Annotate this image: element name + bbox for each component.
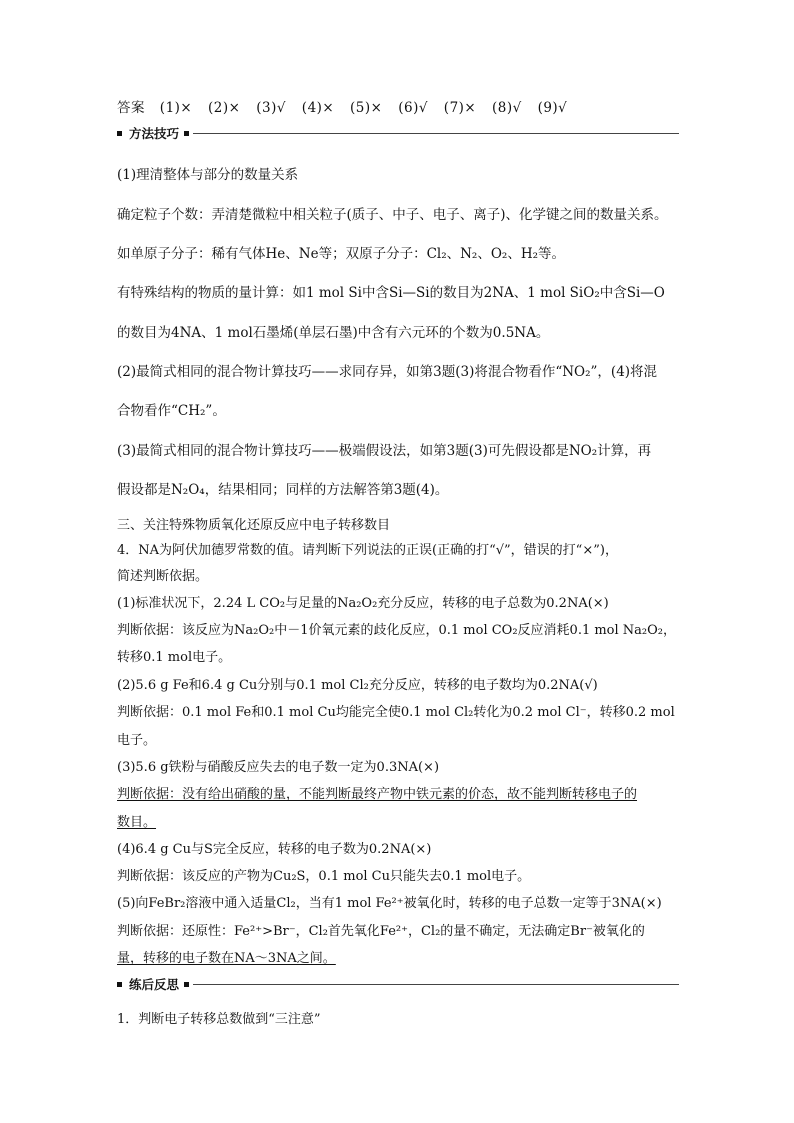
tip-paragraph: 假设都是N₂O₄，结果相同；同样的方法解答第3题(4)。	[117, 482, 449, 498]
reason-2: 电子。	[117, 733, 157, 748]
answer-item: (8)√	[492, 100, 522, 116]
tip-paragraph: 有特殊结构的物质的量计算：如1 mol Si中含Si—Si的数目为2NA、1 mol SiO₂中含Si—O	[117, 285, 665, 301]
reason-1: 转移0.1 mol电子。	[117, 650, 232, 665]
section-header-review	[117, 976, 679, 992]
divider	[193, 984, 679, 985]
answer-item: (5)×	[350, 100, 383, 116]
section-title: 练后反思	[129, 977, 180, 992]
tip-paragraph: 的数目为4NA、1 mol石墨烯(单层石墨)中含有六元环的个数为0.5NA。	[117, 325, 550, 341]
divider	[193, 133, 679, 134]
square-bullet-icon	[184, 131, 189, 136]
square-bullet-icon	[117, 131, 122, 136]
answer-item: (6)√	[398, 100, 428, 116]
section-title: 方法技巧	[129, 126, 180, 141]
answer-label: 答案	[117, 100, 145, 116]
square-bullet-icon	[184, 982, 189, 987]
question-text: 4．NA为阿伏加德罗常数的值。请判断下列说法的正误(正确的打“√”，错误的打“×”)，	[117, 543, 618, 558]
tip-paragraph: 合物看作“CH₂”。	[117, 403, 226, 419]
statement-5: (5)向FeBr₂溶液中通入适量Cl₂，当有1 mol Fe²⁺被氧化时，转移的电子总数一定等于3NA(×)	[117, 896, 662, 911]
reason-3: 数目。	[117, 815, 157, 830]
answer-item: (3)√	[256, 100, 286, 116]
statement-4: (4)6.4 g Cu与S完全反应，转移的电子数为0.2NA(×)	[117, 842, 432, 857]
answer-line	[117, 96, 679, 116]
answer-item: (7)×	[443, 100, 477, 116]
reason-3: 判断依据：没有给出硝酸的量，不能判断最终产物中铁元素的价态，故不能判断转移电子的	[117, 787, 638, 802]
tip-paragraph: (3)最简式相同的混合物计算技巧——极端假设法，如第3题(3)可先假设都是NO₂计算，再	[117, 443, 652, 459]
reason-5: 量，转移的电子数在NA～3NA之间。	[117, 951, 336, 966]
tip-paragraph: (2)最简式相同的混合物计算技巧——求同存异，如第3题(3)将混合物看作“NO₂”，(4)将混	[117, 364, 658, 380]
answer-item: (2)×	[208, 100, 241, 116]
tip-paragraph: 确定粒子个数：弄清楚微粒中相关粒子(质子、中子、电子、离子)、化学键之间的数量关系。	[117, 207, 668, 223]
answer-item: (4)×	[301, 100, 335, 116]
section-header-methods	[117, 125, 679, 141]
statement-1: (1)标准状况下，2.24 L CO₂与足量的Na₂O₂充分反应，转移的电子总数为0.2NA(×)	[117, 596, 609, 611]
tip-paragraph: 如单原子分子：稀有气体He、Ne等；双原子分子：Cl₂、N₂、O₂、H₂等。	[117, 246, 566, 262]
reason-5: 判断依据：还原性：Fe²⁺>Br⁻，Cl₂首先氧化Fe²⁺，Cl₂的量不确定，无法确定Br⁻被氧化的	[117, 924, 645, 939]
statement-3: (3)5.6 g铁粉与硝酸反应失去的电子数一定为0.3NA(×)	[117, 760, 440, 775]
square-bullet-icon	[117, 982, 122, 987]
reason-2: 判断依据：0.1 mol Fe和0.1 mol Cu均能完全使0.1 mol Cl₂转化为0.2 mol Cl⁻，转移0.2 mol	[117, 705, 675, 720]
review-item: 1．判断电子转移总数做到“三注意”	[117, 1012, 321, 1027]
answer-item: (1)×	[159, 100, 193, 116]
statement-2: (2)5.6 g Fe和6.4 g Cu分别与0.1 mol Cl₂充分反应，转移的电子数均为0.2NA(√)	[117, 678, 598, 693]
reason-1: 判断依据：该反应为Na₂O₂中－1价氧元素的歧化反应，0.1 mol CO₂反应消耗0.1 mol Na₂O₂，	[117, 623, 677, 638]
answer-item: (9)√	[537, 100, 568, 116]
tip-title: (1)理清整体与部分的数量关系	[117, 167, 299, 183]
reason-4: 判断依据：该反应的产物为Cu₂S，0.1 mol Cu只能失去0.1 mol电子。	[117, 869, 531, 884]
question-text: 简述判断依据。	[117, 569, 209, 584]
part-heading: 三、关注特殊物质氧化还原反应中电子转移数目	[117, 518, 391, 533]
